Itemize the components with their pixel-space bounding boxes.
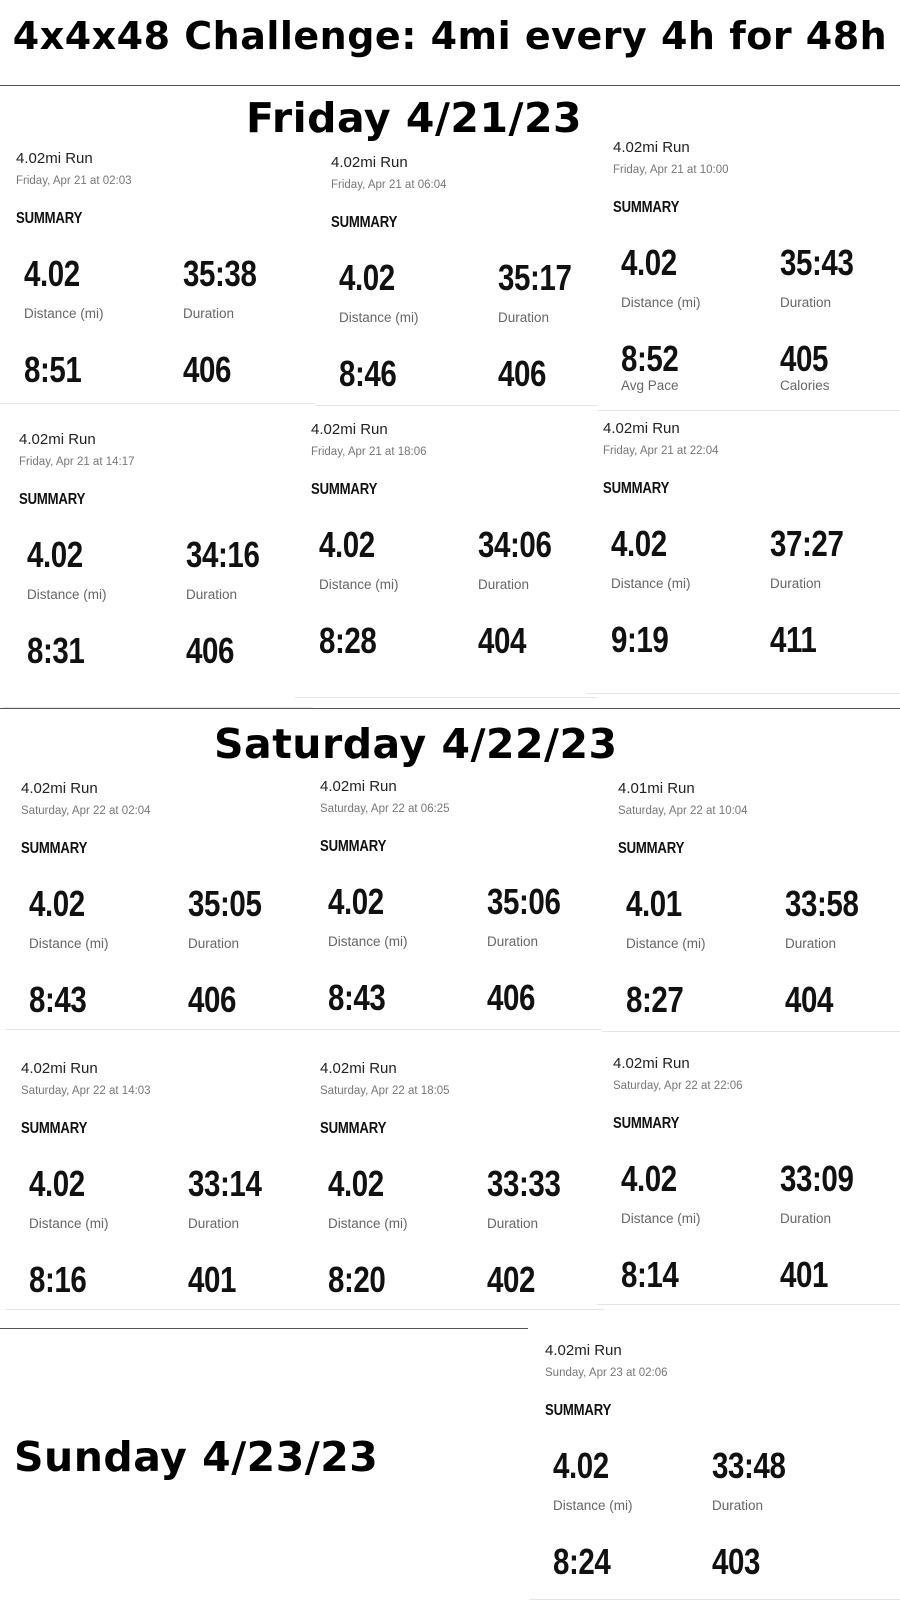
run-title: 4.01mi Run — [618, 780, 695, 797]
pace-value: 8:52 — [621, 338, 679, 379]
distance-label: Distance (mi) — [339, 310, 419, 325]
run-title: 4.02mi Run — [311, 421, 388, 438]
run-title: 4.02mi Run — [320, 778, 397, 795]
pace-value: 9:19 — [611, 619, 669, 660]
summary-heading: SUMMARY — [19, 491, 86, 508]
pace-value: 8:31 — [27, 630, 85, 671]
duration-value: 37:27 — [770, 523, 844, 564]
summary-heading: SUMMARY — [545, 1402, 612, 1419]
duration-label: Duration — [712, 1498, 764, 1513]
card-bottom-edge — [0, 403, 315, 404]
distance-value: 4.02 — [24, 253, 80, 294]
duration-label: Duration — [780, 295, 832, 310]
distance-value: 4.02 — [621, 1158, 677, 1199]
distance-value: 4.02 — [339, 257, 395, 298]
day-heading-sunday: Sunday 4/23/23 — [14, 1433, 379, 1481]
duration-label: Duration — [785, 936, 837, 951]
duration-value: 35:17 — [498, 257, 572, 298]
run-date: Friday, Apr 21 at 18:06 — [311, 446, 427, 458]
run-title: 4.02mi Run — [19, 431, 96, 448]
duration-value: 35:43 — [780, 242, 854, 283]
calories-value: 404 — [478, 620, 527, 661]
distance-label: Distance (mi) — [319, 577, 399, 592]
duration-value: 35:06 — [487, 881, 561, 922]
run-card — [5, 1060, 306, 1310]
distance-value: 4.02 — [27, 534, 83, 575]
duration-value: 33:14 — [188, 1163, 262, 1204]
card-bottom-edge — [597, 1304, 900, 1305]
duration-label: Duration — [183, 306, 235, 321]
pace-value: 8:14 — [621, 1254, 679, 1295]
calories-value: 401 — [188, 1259, 237, 1300]
calories-value: 406 — [183, 349, 232, 390]
distance-value: 4.02 — [29, 883, 85, 924]
duration-value: 35:38 — [183, 253, 257, 294]
card-bottom-edge — [304, 1309, 604, 1310]
run-card — [587, 420, 900, 694]
summary-heading: SUMMARY — [311, 481, 378, 498]
distance-value: 4.02 — [328, 881, 384, 922]
distance-label: Distance (mi) — [621, 1211, 701, 1226]
pace-value: 8:43 — [328, 977, 386, 1018]
run-card — [0, 150, 315, 404]
card-bottom-edge — [295, 697, 597, 698]
calories-value: 406 — [188, 979, 237, 1020]
calories-value: 406 — [487, 977, 536, 1018]
distance-value: 4.02 — [319, 524, 375, 565]
duration-value: 33:33 — [487, 1163, 561, 1204]
run-date: Saturday, Apr 22 at 18:05 — [320, 1085, 450, 1097]
run-card — [5, 780, 306, 1030]
divider — [0, 708, 900, 709]
run-date: Saturday, Apr 22 at 10:04 — [618, 805, 748, 817]
duration-label: Duration — [186, 587, 238, 602]
distance-label: Distance (mi) — [611, 576, 691, 591]
distance-value: 4.02 — [29, 1163, 85, 1204]
run-card — [304, 778, 604, 1030]
run-card — [315, 154, 608, 406]
distance-value: 4.02 — [611, 523, 667, 564]
summary-heading: SUMMARY — [613, 1115, 680, 1132]
card-bottom-edge — [304, 1029, 604, 1030]
run-title: 4.02mi Run — [603, 420, 680, 437]
card-bottom-edge — [602, 1031, 900, 1032]
distance-value: 4.01 — [626, 883, 682, 924]
distance-label: Distance (mi) — [328, 934, 408, 949]
duration-label: Duration — [188, 936, 240, 951]
calories-label: Calories — [780, 378, 830, 393]
calories-value: 404 — [785, 979, 834, 1020]
pace-value: 8:46 — [339, 353, 397, 394]
calories-value: 406 — [186, 630, 235, 671]
duration-value: 33:48 — [712, 1445, 786, 1486]
run-title: 4.02mi Run — [21, 1060, 98, 1077]
card-bottom-edge — [5, 1029, 306, 1030]
run-title: 4.02mi Run — [331, 154, 408, 171]
distance-label: Distance (mi) — [621, 295, 701, 310]
run-date: Friday, Apr 21 at 14:17 — [19, 456, 135, 468]
run-card — [529, 1342, 900, 1600]
run-card — [3, 431, 313, 708]
pace-value: 8:16 — [29, 1259, 87, 1300]
distance-value: 4.02 — [621, 242, 677, 283]
day-heading-saturday: Saturday 4/22/23 — [214, 720, 618, 768]
run-date: Sunday, Apr 23 at 02:06 — [545, 1367, 668, 1379]
run-title: 4.02mi Run — [320, 1060, 397, 1077]
distance-label: Distance (mi) — [29, 936, 109, 951]
calories-value: 405 — [780, 338, 829, 379]
summary-heading: SUMMARY — [603, 480, 670, 497]
card-bottom-edge — [315, 405, 608, 406]
duration-label: Duration — [188, 1216, 240, 1231]
run-card — [602, 780, 900, 1032]
run-card — [597, 1055, 900, 1305]
run-date: Saturday, Apr 22 at 22:06 — [613, 1080, 743, 1092]
pace-value: 8:28 — [319, 620, 377, 661]
card-bottom-edge — [597, 410, 900, 411]
duration-value: 35:05 — [188, 883, 262, 924]
run-title: 4.02mi Run — [613, 139, 690, 156]
distance-label: Distance (mi) — [626, 936, 706, 951]
run-date: Saturday, Apr 22 at 06:25 — [320, 803, 450, 815]
divider — [0, 1328, 528, 1329]
pace-value: 8:27 — [626, 979, 684, 1020]
distance-label: Distance (mi) — [27, 587, 107, 602]
calories-value: 402 — [487, 1259, 536, 1300]
summary-heading: SUMMARY — [21, 840, 88, 857]
summary-heading: SUMMARY — [21, 1120, 88, 1137]
calories-value: 411 — [770, 619, 817, 660]
duration-value: 34:06 — [478, 524, 552, 565]
summary-heading: SUMMARY — [618, 840, 685, 857]
run-date: Friday, Apr 21 at 10:00 — [613, 164, 729, 176]
calories-value: 406 — [498, 353, 547, 394]
distance-label: Distance (mi) — [328, 1216, 408, 1231]
run-card — [295, 421, 597, 698]
duration-label: Duration — [478, 577, 530, 592]
pace-value: 8:24 — [553, 1541, 611, 1582]
card-bottom-edge — [3, 707, 313, 708]
run-date: Friday, Apr 21 at 22:04 — [603, 445, 719, 457]
duration-label: Duration — [487, 1216, 539, 1231]
run-card — [304, 1060, 604, 1310]
pace-value: 8:20 — [328, 1259, 386, 1300]
calories-value: 401 — [780, 1254, 829, 1295]
run-card — [597, 139, 900, 411]
pace-value: 8:43 — [29, 979, 87, 1020]
pace-label: Avg Pace — [621, 378, 679, 393]
run-title: 4.02mi Run — [613, 1055, 690, 1072]
distance-value: 4.02 — [328, 1163, 384, 1204]
card-bottom-edge — [5, 1309, 306, 1310]
summary-heading: SUMMARY — [16, 210, 83, 227]
run-date: Friday, Apr 21 at 02:03 — [16, 175, 132, 187]
summary-heading: SUMMARY — [613, 199, 680, 216]
day-heading-friday: Friday 4/21/23 — [246, 94, 583, 142]
page-title: 4x4x48 Challenge: 4mi every 4h for 48h — [12, 14, 888, 58]
duration-value: 33:09 — [780, 1158, 854, 1199]
run-date: Saturday, Apr 22 at 14:03 — [21, 1085, 151, 1097]
calories-value: 403 — [712, 1541, 761, 1582]
summary-heading: SUMMARY — [320, 1120, 387, 1137]
summary-heading: SUMMARY — [331, 214, 398, 231]
duration-value: 33:58 — [785, 883, 859, 924]
distance-label: Distance (mi) — [29, 1216, 109, 1231]
duration-label: Duration — [498, 310, 550, 325]
duration-label: Duration — [770, 576, 822, 591]
distance-label: Distance (mi) — [24, 306, 104, 321]
card-bottom-edge — [587, 693, 900, 694]
duration-label: Duration — [780, 1211, 832, 1226]
run-title: 4.02mi Run — [16, 150, 93, 167]
run-title: 4.02mi Run — [21, 780, 98, 797]
run-date: Saturday, Apr 22 at 02:04 — [21, 805, 151, 817]
summary-heading: SUMMARY — [320, 838, 387, 855]
divider — [0, 85, 900, 86]
pace-value: 8:51 — [24, 349, 82, 390]
distance-value: 4.02 — [553, 1445, 609, 1486]
run-title: 4.02mi Run — [545, 1342, 622, 1359]
distance-label: Distance (mi) — [553, 1498, 633, 1513]
duration-value: 34:16 — [186, 534, 260, 575]
run-date: Friday, Apr 21 at 06:04 — [331, 179, 447, 191]
duration-label: Duration — [487, 934, 539, 949]
